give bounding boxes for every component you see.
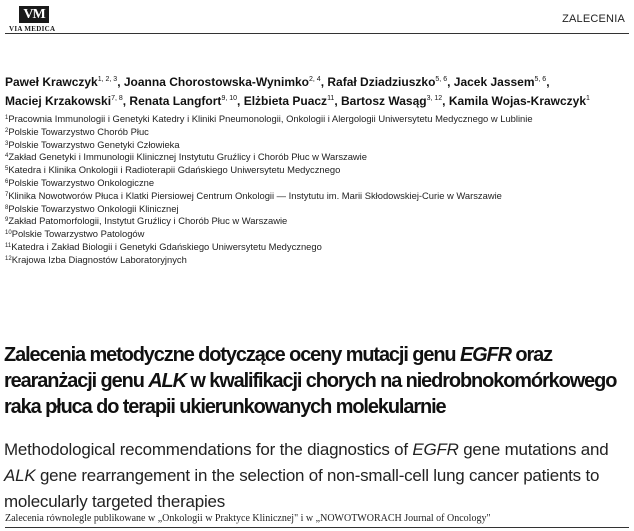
header-divider [5,33,629,34]
affiliation-item: $^6$Polskie Towarzystwo Onkologiczne [5,176,155,188]
affiliation-item: $^2$Polskie Towarzystwo Chorób Płuc [5,125,149,137]
affiliation-item: $^1$Pracownia Immunologii i Genetyki Katedry i Kliniki Pneumonologii, Onkologii i Alergologii Uniwersytetu Medycznego w Lublinie [5,113,533,124]
author-list [5,73,629,111]
affiliation-item: $^9$Zakład Patomorfologii, Instytut Gruźlicy i Chorób Płuc w Warszawie [5,215,288,227]
author: Maciej Krzakowski$^{7, 8}$, [5,94,130,108]
author: Elżbieta Puacz$^{11}$, [243,94,342,108]
author: Rafał Dziadziuszko$^{5, 6}$, [327,75,454,89]
affiliation-item: $^5$Katedra i Klinika Onkologii i Radioterapii Gdańskiego Uniwersytetu Medycznego [5,164,341,176]
affiliation-item: $^7$Klinika Nowotworów Płuca i Klatki Piersiowej Centrum Onkologii — Instytutu im. Marii Skłodowskiej-Curie w Warszawie [5,189,502,201]
section-label: ZALECENIA [562,13,625,25]
article-title-polish [4,342,632,420]
affiliation-list [5,113,625,267]
title-line: ALK gene rearrangement in the selection of non-small-cell lung cancer patients to [4,466,600,485]
article-title-english [4,437,632,515]
logo-mark: VM [19,6,49,23]
footer-divider [5,527,629,528]
affiliation-item: $^3$Polskie Towarzystwo Genetyki Człowieka [5,138,180,150]
author: Joanna Chorostowska-Wynimko$^{2, 4}$, [123,75,328,89]
logo-text: VIA MEDICA [9,25,56,33]
author: Kamila Wojas-Krawczyk$^1$ [448,94,590,108]
affiliation-item: $^{12}$Krajowa Izba Diagnostów Laboratoryjnych [5,253,187,265]
affiliation-item: $^4$Zakład Genetyki i Immunologii Klinicznej Instytutu Gruźlicy i Chorób Płuc w Warszawie [5,151,367,163]
author: Renata Langfort$^{9, 10}$, [129,94,244,108]
title-line: raka płuca do terapii ukierunkowanych molekularnie [4,396,446,418]
author: Paweł Krawczyk$^{1, 2, 3}$, [5,75,124,89]
title-line: rearanżacji genu ALK w kwalifikacji chorych na niedrobnokomórkowego [4,370,617,392]
publication-note: Zalecenia równolegle publikowane w „Onkologii w Praktyce Klinicznej" i w „NOWOTWORACH Journal of Oncology" [5,513,491,524]
title-line: Methodological recommendations for the diagnostics of EGFR gene mutations and [4,440,609,459]
title-line: Zalecenia metodyczne dotyczące oceny mutacji genu EGFR oraz [4,344,553,366]
author: Jacek Jassem$^{5, 6}$, [453,75,550,89]
affiliation-item: $^8$Polskie Towarzystwo Onkologii Klinicznej [5,202,179,214]
affiliation-item: $^{11}$Katedra i Zakład Biologii i Genetyki Gdańskiego Uniwersytetu Medycznego [5,240,322,252]
via-medica-logo [9,6,69,32]
title-line: molecularly targeted therapies [4,492,226,511]
affiliation-item: $^{10}$Polskie Towarzystwo Patologów [5,228,145,240]
author: Bartosz Wasąg$^{3, 12}$, [341,94,449,108]
